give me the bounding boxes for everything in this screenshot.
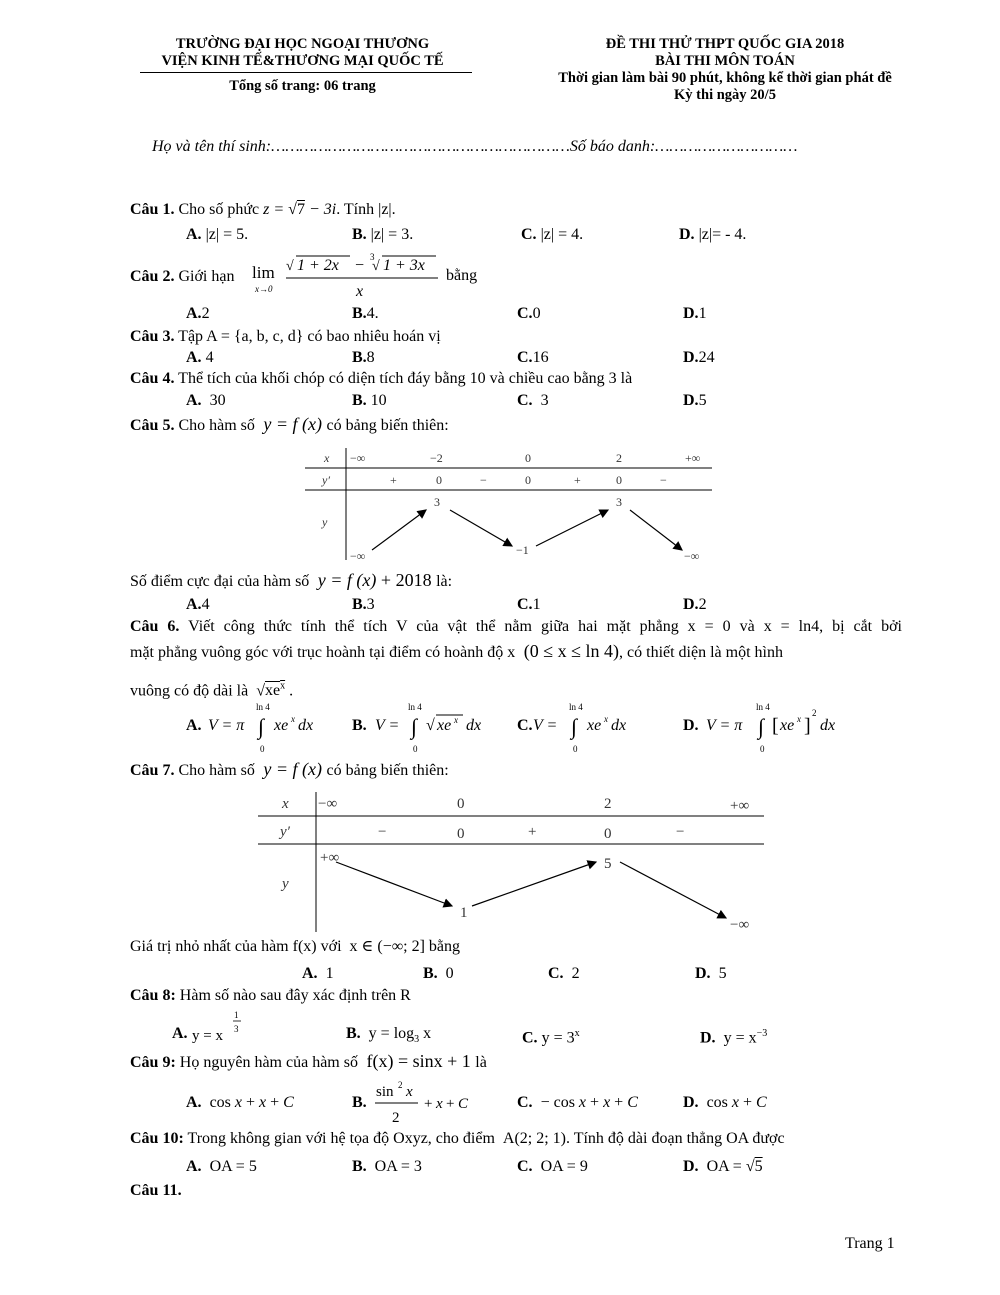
q7-yp-val: − <box>676 824 685 840</box>
q7-table-y-label: y <box>282 876 289 892</box>
svg-text:∫: ∫ <box>411 714 418 739</box>
q8-option-b[interactable]: B. $y = \log_3 x$ <box>346 1025 432 1046</box>
svg-text:xe: xe <box>437 717 452 734</box>
q5-x-val: −∞ <box>350 451 366 465</box>
q7-table-x-label: x <box>282 796 289 812</box>
svg-text:0: 0 <box>573 744 578 754</box>
q5-option-c[interactable]: C.1 <box>517 596 541 613</box>
svg-text:dx: dx <box>466 717 482 734</box>
page-number: Trang 1 <box>845 1235 895 1252</box>
q5-x-val: 0 <box>525 451 531 465</box>
q5-followup <box>130 570 452 592</box>
q10-point: A(2; 2; 1) <box>498 1130 566 1147</box>
q7-text: Cho hàm số <box>174 762 255 779</box>
q10-option-a[interactable]: A. OA = 5 <box>186 1158 257 1175</box>
svg-text:∫: ∫ <box>571 714 578 739</box>
svg-text:√: √ <box>286 259 294 274</box>
q7-yp-val: 0 <box>604 826 612 842</box>
q9-tail: là <box>475 1054 487 1071</box>
school-name <box>135 36 470 70</box>
q3-text: Tập A = {a, b, c, d} có bao nhiêu hoán vị <box>174 328 441 345</box>
question-7 <box>130 759 449 781</box>
q7-function: y = f (x) <box>258 759 327 779</box>
q7-x-val: 2 <box>604 796 612 812</box>
q5-yp-val: + <box>574 473 581 487</box>
q1-option-c[interactable]: C. |z| = 4. <box>521 226 584 243</box>
q6-option-b-label[interactable]: B. <box>352 717 367 734</box>
q5-yp-val: 0 <box>525 473 531 487</box>
q7-follow-tail: bằng <box>428 938 460 955</box>
q6-option-c-formula <box>531 698 661 756</box>
q8-option-a-formula <box>190 1008 250 1048</box>
svg-text:+: + <box>446 1096 455 1112</box>
q7-x-val: −∞ <box>318 796 338 812</box>
svg-text:−: − <box>355 257 365 274</box>
svg-text:√: √ <box>426 717 435 734</box>
q5-yp-val: − <box>480 473 487 487</box>
question-6-line-2 <box>130 641 783 663</box>
q7-yp-val: 0 <box>457 826 465 842</box>
q5-arrow-down <box>630 510 682 550</box>
q5-label: Câu 5. <box>130 417 175 434</box>
question-11: Câu 11. <box>130 1182 182 1199</box>
q5-y-val: −1 <box>516 543 529 557</box>
q8-label: Câu 8: <box>130 987 176 1004</box>
q6-option-d-label[interactable]: D. <box>683 717 699 734</box>
svg-text:+: + <box>424 1096 433 1112</box>
q6-side-formula: $√xe^x$ . <box>252 681 294 700</box>
q7-variation-table <box>256 790 766 936</box>
q6-line3: vuông có độ dài là <box>130 682 249 700</box>
svg-text:xe: xe <box>587 717 602 734</box>
svg-text:1: 1 <box>234 1010 239 1020</box>
q8-text: Hàm số nào sau đây xác định trên R <box>175 987 411 1004</box>
q7-arrow-down <box>336 862 452 906</box>
q8-option-a-label[interactable]: A. <box>172 1025 188 1042</box>
total-pages: Tổng số trang: 06 trang <box>229 78 376 94</box>
svg-text:x: x <box>436 1096 443 1112</box>
q10-text: Trong không gian với hệ tọa độ Oxyz, cho điểm <box>183 1130 495 1147</box>
svg-text:V = π: V = π <box>706 717 743 734</box>
svg-text:ln 4: ln 4 <box>569 702 583 712</box>
exam-date: Kỳ thi ngày 20/5 <box>674 87 776 103</box>
q7-y-val: 5 <box>604 856 612 872</box>
q3-option-d[interactable]: D.24 <box>683 349 715 366</box>
q5-arrow-up <box>372 510 426 550</box>
q10-option-d[interactable]: D. OA = √5 <box>683 1158 763 1175</box>
q4-text: Thể tích của khối chóp có diện tích đáy bằng 10 và chiều cao bằng 3 là <box>174 370 633 387</box>
q5-follow-function: y = f (x) + 2018 <box>313 570 432 590</box>
q5-yp-val: 0 <box>616 473 622 487</box>
q9-text: Họ nguyên hàm của hàm số <box>175 1054 358 1071</box>
header-underline <box>140 72 472 73</box>
q1-text: Cho số phức <box>174 201 260 218</box>
q5-follow-tail: là: <box>436 573 453 590</box>
svg-text:C: C <box>458 1096 469 1112</box>
school-line-2: VIỆN KINH TẾ&THƯƠNG MẠI QUỐC TẾ <box>161 53 444 69</box>
svg-text:0: 0 <box>413 744 418 754</box>
svg-text:x: x <box>604 714 608 724</box>
q8-option-d[interactable]: D. $y = x^{-3}$ <box>700 1028 768 1047</box>
q7-followup <box>130 937 460 957</box>
svg-text:ln 4: ln 4 <box>756 702 770 712</box>
q5-table-y-label: y <box>322 515 328 529</box>
q5-x-val: −2 <box>430 451 443 465</box>
svg-text:3: 3 <box>370 252 375 262</box>
svg-text:0: 0 <box>260 744 265 754</box>
question-6-line-1 <box>130 617 902 637</box>
q9-option-d[interactable]: D. cos x + C <box>683 1094 767 1111</box>
q6-interval: (0 ≤ x ≤ ln 4) <box>519 641 620 661</box>
q2-tail: bằng <box>446 267 478 284</box>
svg-text:∫: ∫ <box>758 714 765 739</box>
q5-yp-val: + <box>390 473 397 487</box>
q1-label: Câu 1. <box>130 201 175 218</box>
q2-text: Giới hạn <box>174 268 235 285</box>
q6-line2b: , có thiết diện là một hình <box>619 644 783 661</box>
svg-text:dx: dx <box>820 717 836 734</box>
svg-text:ln 4: ln 4 <box>256 702 270 712</box>
q10-option-c[interactable]: C. OA = 9 <box>517 1158 588 1175</box>
svg-text:√: √ <box>372 259 380 274</box>
svg-text:1 + 3x: 1 + 3x <box>383 257 425 274</box>
q7-option-b[interactable]: B. 0 <box>423 965 454 982</box>
q7-arrow-down <box>620 862 726 918</box>
question-9 <box>130 1051 487 1073</box>
exam-title: ĐỀ THI THỬ THPT QUỐC GIA 2018 <box>605 36 845 52</box>
q5-yp-val: − <box>660 473 667 487</box>
svg-text:sin: sin <box>376 1084 394 1100</box>
q5-function: y = f (x) <box>258 414 327 434</box>
svg-text:[: [ <box>772 715 779 737</box>
svg-text:V =: V = <box>533 717 558 734</box>
q5-table-x-label: x <box>324 451 330 465</box>
q1-formula: z = √7 − 3i <box>263 201 337 218</box>
svg-text:dx: dx <box>298 717 314 734</box>
q5-arrow-up <box>536 510 608 546</box>
candidate-line: Họ và tên thí sinh:………………………………………………………Số báo danh:………………………… <box>152 138 798 155</box>
q7-y-val: −∞ <box>730 917 750 933</box>
svg-text:∫: ∫ <box>258 714 265 739</box>
q4-option-c[interactable]: C. 3 <box>517 392 549 409</box>
svg-text:x: x <box>356 283 364 300</box>
q5-y-val: −∞ <box>350 549 366 563</box>
svg-text:V =: V = <box>375 717 400 734</box>
q5-y-val: 3 <box>616 495 622 509</box>
exam-info <box>520 36 930 104</box>
q2-option-b[interactable]: B.4. <box>352 305 379 322</box>
q1-option-d[interactable]: D. |z|= - 4. <box>679 226 747 243</box>
q5-yp-val: 0 <box>436 473 442 487</box>
svg-text:2: 2 <box>398 1080 403 1090</box>
svg-text:3: 3 <box>234 1024 239 1034</box>
q4-option-b[interactable]: B. 10 <box>352 392 387 409</box>
svg-text:1 + 2x: 1 + 2x <box>297 257 339 274</box>
q7-x-val: +∞ <box>730 798 750 814</box>
question-8 <box>130 986 411 1006</box>
question-10 <box>130 1129 785 1149</box>
q3-option-a[interactable]: A. 4 <box>186 349 214 366</box>
q7-x-val: 0 <box>457 796 465 812</box>
q5-tail: có bảng biến thiên: <box>326 417 449 434</box>
svg-text:ln 4: ln 4 <box>408 702 422 712</box>
question-4 <box>130 369 632 389</box>
q4-option-d[interactable]: D.5 <box>683 392 707 409</box>
q10-tail: . Tính độ dài đoạn thẳng OA được <box>566 1130 785 1147</box>
q7-follow-text: Giá trị nhỏ nhất của hàm f(x) với <box>130 938 342 955</box>
school-line-1: TRƯỜNG ĐẠI HỌC NGOẠI THƯƠNG <box>175 36 430 52</box>
svg-text:x: x <box>291 714 295 724</box>
q8-option-c[interactable]: C. $y = 3^x$ <box>522 1028 580 1047</box>
q9-label: Câu 9: <box>130 1054 176 1071</box>
q7-option-a[interactable]: A. 1 <box>302 965 334 982</box>
q6-line2a: mặt phẳng vuông góc với trục hoành tại điểm có hoành độ x <box>130 644 516 661</box>
q7-yp-val: + <box>528 824 537 840</box>
q6-option-d-formula <box>702 698 852 756</box>
q7-option-c[interactable]: C. 2 <box>548 965 580 982</box>
svg-text:x: x <box>454 715 458 725</box>
q9-option-c[interactable]: C. − cos x + x + C <box>517 1094 638 1111</box>
q5-arrow-down <box>450 510 512 546</box>
q2-option-a[interactable]: A.2 <box>186 305 210 322</box>
q9-option-b-label[interactable]: B. <box>352 1094 367 1111</box>
q2-option-c[interactable]: C.0 <box>517 305 541 322</box>
q6-line1: Viết công thức tính thể tích V của vật thể nằm giữa hai mặt phẳng x = 0 và x = ln4, bị cắt bởi <box>179 618 903 635</box>
svg-text:]: ] <box>804 715 811 737</box>
q3-option-b[interactable]: B.8 <box>352 349 375 366</box>
q7-interval: x ∈ (−∞; 2] <box>345 938 429 955</box>
question-3 <box>130 327 441 347</box>
q4-label: Câu 4. <box>130 370 175 387</box>
q5-option-a[interactable]: A.4 <box>186 596 210 613</box>
q7-y-val: +∞ <box>320 850 340 866</box>
q6-label: Câu 6. <box>130 618 180 635</box>
q5-option-b[interactable]: B.3 <box>352 596 375 613</box>
q1-option-a[interactable]: A. |z| = 5. <box>186 226 249 243</box>
q5-x-val: 2 <box>616 451 622 465</box>
svg-text:0: 0 <box>760 744 765 754</box>
q5-table-yp-label: y′ <box>322 473 330 487</box>
q7-arrow-up <box>472 862 596 906</box>
svg-text:dx: dx <box>611 717 627 734</box>
q5-x-val: +∞ <box>685 451 701 465</box>
svg-text:x: x <box>406 1084 413 1100</box>
q7-tail: có bảng biến thiên: <box>326 762 449 779</box>
q7-option-d[interactable]: D. 5 <box>695 965 727 982</box>
svg-text:xe: xe <box>780 717 795 734</box>
q5-y-val: 3 <box>434 495 440 509</box>
svg-text:2: 2 <box>392 1110 400 1126</box>
question-2 <box>130 267 234 287</box>
q10-option-b[interactable]: B. OA = 3 <box>352 1158 422 1175</box>
q7-label: Câu 7. <box>130 762 175 779</box>
q6-option-c-label[interactable]: C. <box>517 717 533 734</box>
exam-duration: Thời gian làm bài 90 phút, không kể thời gian phát đề <box>558 70 892 86</box>
q6-option-a-formula <box>204 698 334 756</box>
q3-option-c[interactable]: C.16 <box>517 349 549 366</box>
svg-text:V = π: V = π <box>208 717 245 734</box>
q5-text: Cho hàm số <box>174 417 255 434</box>
q3-label: Câu 3. <box>130 328 175 345</box>
q9-option-a[interactable]: A. cos x + x + C <box>186 1094 294 1111</box>
q6-option-a-label[interactable]: A. <box>186 717 202 734</box>
q9-option-b-formula <box>372 1076 492 1130</box>
exam-subject: BÀI THI MÔN TOÁN <box>655 53 795 69</box>
q6-option-b-formula <box>371 698 501 756</box>
q7-yp-val: − <box>378 824 387 840</box>
question-5 <box>130 414 449 436</box>
svg-text:lim: lim <box>252 263 275 282</box>
question-1 <box>130 200 396 220</box>
q4-option-a[interactable]: A. 30 <box>186 392 226 409</box>
q2-label: Câu 2. <box>130 268 175 285</box>
q5-variation-table <box>300 446 714 566</box>
q5-follow-text: Số điểm cực đại của hàm số <box>130 573 310 590</box>
q1-option-b[interactable]: B. |z| = 3. <box>352 226 414 243</box>
svg-text:2: 2 <box>812 708 817 718</box>
q2-option-d[interactable]: D.1 <box>683 305 707 322</box>
q2-limit-formula <box>250 246 450 302</box>
svg-text:x: x <box>797 714 801 724</box>
svg-text:y = x: y = x <box>192 1028 223 1044</box>
q7-table-yp-label: y′ <box>280 824 290 840</box>
svg-text:xe: xe <box>274 717 289 734</box>
q1-tail: . Tính |z|. <box>336 201 396 218</box>
q5-option-d[interactable]: D.2 <box>683 596 707 613</box>
svg-text:x→0: x→0 <box>255 284 273 294</box>
q5-y-val: −∞ <box>684 549 700 563</box>
q9-function: f(x) = sinx + 1 <box>361 1051 476 1071</box>
q7-y-val: 1 <box>460 905 468 921</box>
q10-label: Câu 10: <box>130 1130 184 1147</box>
